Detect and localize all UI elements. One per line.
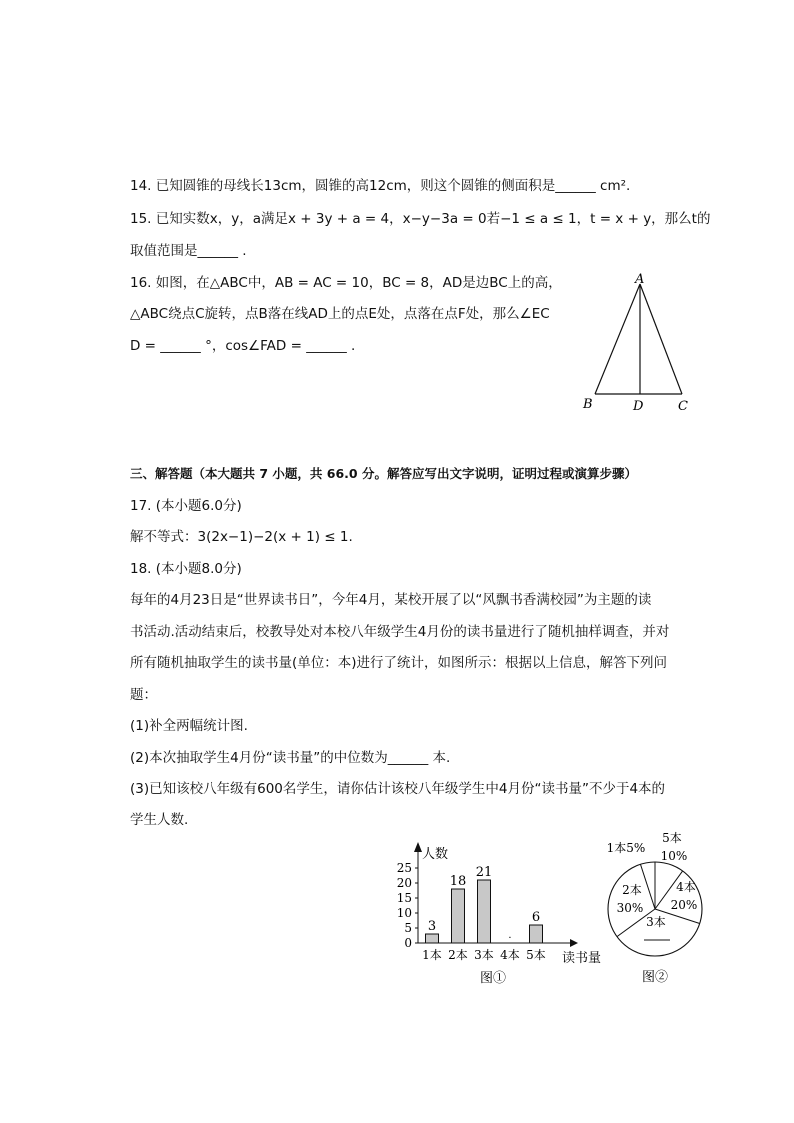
q16-line2: △ABC绕点C旋转，点B落在线AD上的点E处，点落在点F处，那么∠EC — [130, 306, 550, 322]
x-tick-label: 4本 — [500, 948, 520, 962]
section3-heading: 三、解答题（本大题共 7 小题，共 66.0 分。解答应写出文字说明，证明过程或演算步骤） — [130, 466, 637, 481]
y-axis-arrow — [414, 842, 422, 852]
bar — [478, 880, 491, 943]
label-b: B — [583, 397, 593, 412]
edge-ab — [595, 284, 640, 394]
y-tick-label: 20 — [396, 876, 412, 890]
q15-line2: 取值范围是______ . — [130, 243, 247, 259]
x-axis-title: 读书量 — [562, 951, 602, 966]
q16-line1: 16. 如图，在△ABC中，AB = AC = 10，BC = 8，AD是边BC上的高， — [130, 275, 562, 291]
pie-chart — [600, 828, 710, 988]
q17-text: 解不等式：3(2x−1)−2(x + 1) ≤ 1. — [130, 529, 353, 545]
q18-sub3b: 学生人数. — [130, 812, 189, 828]
x-tick-label: 1本 — [422, 948, 442, 962]
edge-ac — [640, 284, 682, 394]
slice-pct: 20% — [670, 898, 698, 912]
slice-label: 5本 — [662, 831, 682, 845]
data-label: 18 — [449, 874, 467, 889]
label-a: A — [635, 272, 645, 287]
y-tick-label: 15 — [396, 891, 412, 905]
slice-pct: 10% — [660, 849, 688, 863]
data-label: 3 — [427, 919, 437, 934]
q18-sub3a: (3)已知该校八年级有600名学生，请你估计该校八年级学生中4月份“读书量”不少于4本的 — [130, 781, 666, 797]
bar — [452, 889, 465, 943]
y-tick-label: 5 — [404, 921, 412, 935]
slice-label: 3本 — [646, 915, 666, 929]
data-label: 6 — [531, 910, 541, 925]
label-c: C — [678, 399, 688, 414]
y-axis-title: 人数 — [422, 847, 449, 862]
y-tick-label: 25 — [396, 861, 412, 875]
y-tick-label: 0 — [404, 936, 412, 950]
q18-score: 18. (本小题8.0分) — [130, 561, 242, 577]
chart-caption: 图② — [641, 970, 669, 985]
bar-chart — [378, 838, 610, 988]
q18-para3: 所有随机抽取学生的读书量(单位：本)进行了统计，如图所示：根据以上信息，解答下列问 — [130, 655, 668, 671]
q18-sub1: (1)补全两幅统计图. — [130, 718, 248, 734]
data-label: 21 — [475, 865, 493, 880]
label-d: D — [633, 399, 644, 414]
q18-para1: 每年的4月23日是“世界读书日”，今年4月，某校开展了以“风飘书香满校园”为主题的读 — [130, 592, 652, 608]
slice-label: 1本5% — [606, 841, 646, 855]
chart-caption: 图① — [479, 971, 507, 986]
q14-line1: 14. 已知圆锥的母线长13cm，圆锥的高12cm，则这个圆锥的侧面积是______ cm². — [130, 178, 631, 194]
slice-pct: 30% — [616, 901, 644, 915]
empty-bar-mark: · — [508, 933, 512, 944]
q18-para2: 书活动.活动结束后，校教导处对本校八年级学生4月份的读书量进行了随机抽样调查，并对 — [130, 624, 670, 640]
q15-line1: 15. 已知实数x，y，a满足x + 3y + a = 4，x−y−3a = 0若−1 ≤ a ≤ 1，t = x + y，那么t的 — [130, 211, 711, 227]
q18-sub2: (2)本次抽取学生4月份“读书量”的中位数为______ 本. — [130, 750, 451, 766]
triangle-figure — [575, 270, 705, 418]
x-tick-label: 2本 — [448, 948, 468, 962]
x-tick-label: 3本 — [474, 948, 494, 962]
slice-label: 4本 — [676, 880, 696, 894]
bar — [530, 925, 543, 943]
bar — [426, 934, 439, 943]
x-tick-label: 5本 — [526, 948, 546, 962]
q18-para4: 题： — [130, 687, 157, 703]
q17-score: 17. (本小题6.0分) — [130, 498, 242, 514]
slice-label: 2本 — [622, 883, 642, 897]
q16-line3: D = ______ °，cos∠FAD = ______ . — [130, 338, 356, 354]
y-tick-label: 10 — [396, 906, 412, 920]
x-axis-arrow — [570, 939, 578, 947]
